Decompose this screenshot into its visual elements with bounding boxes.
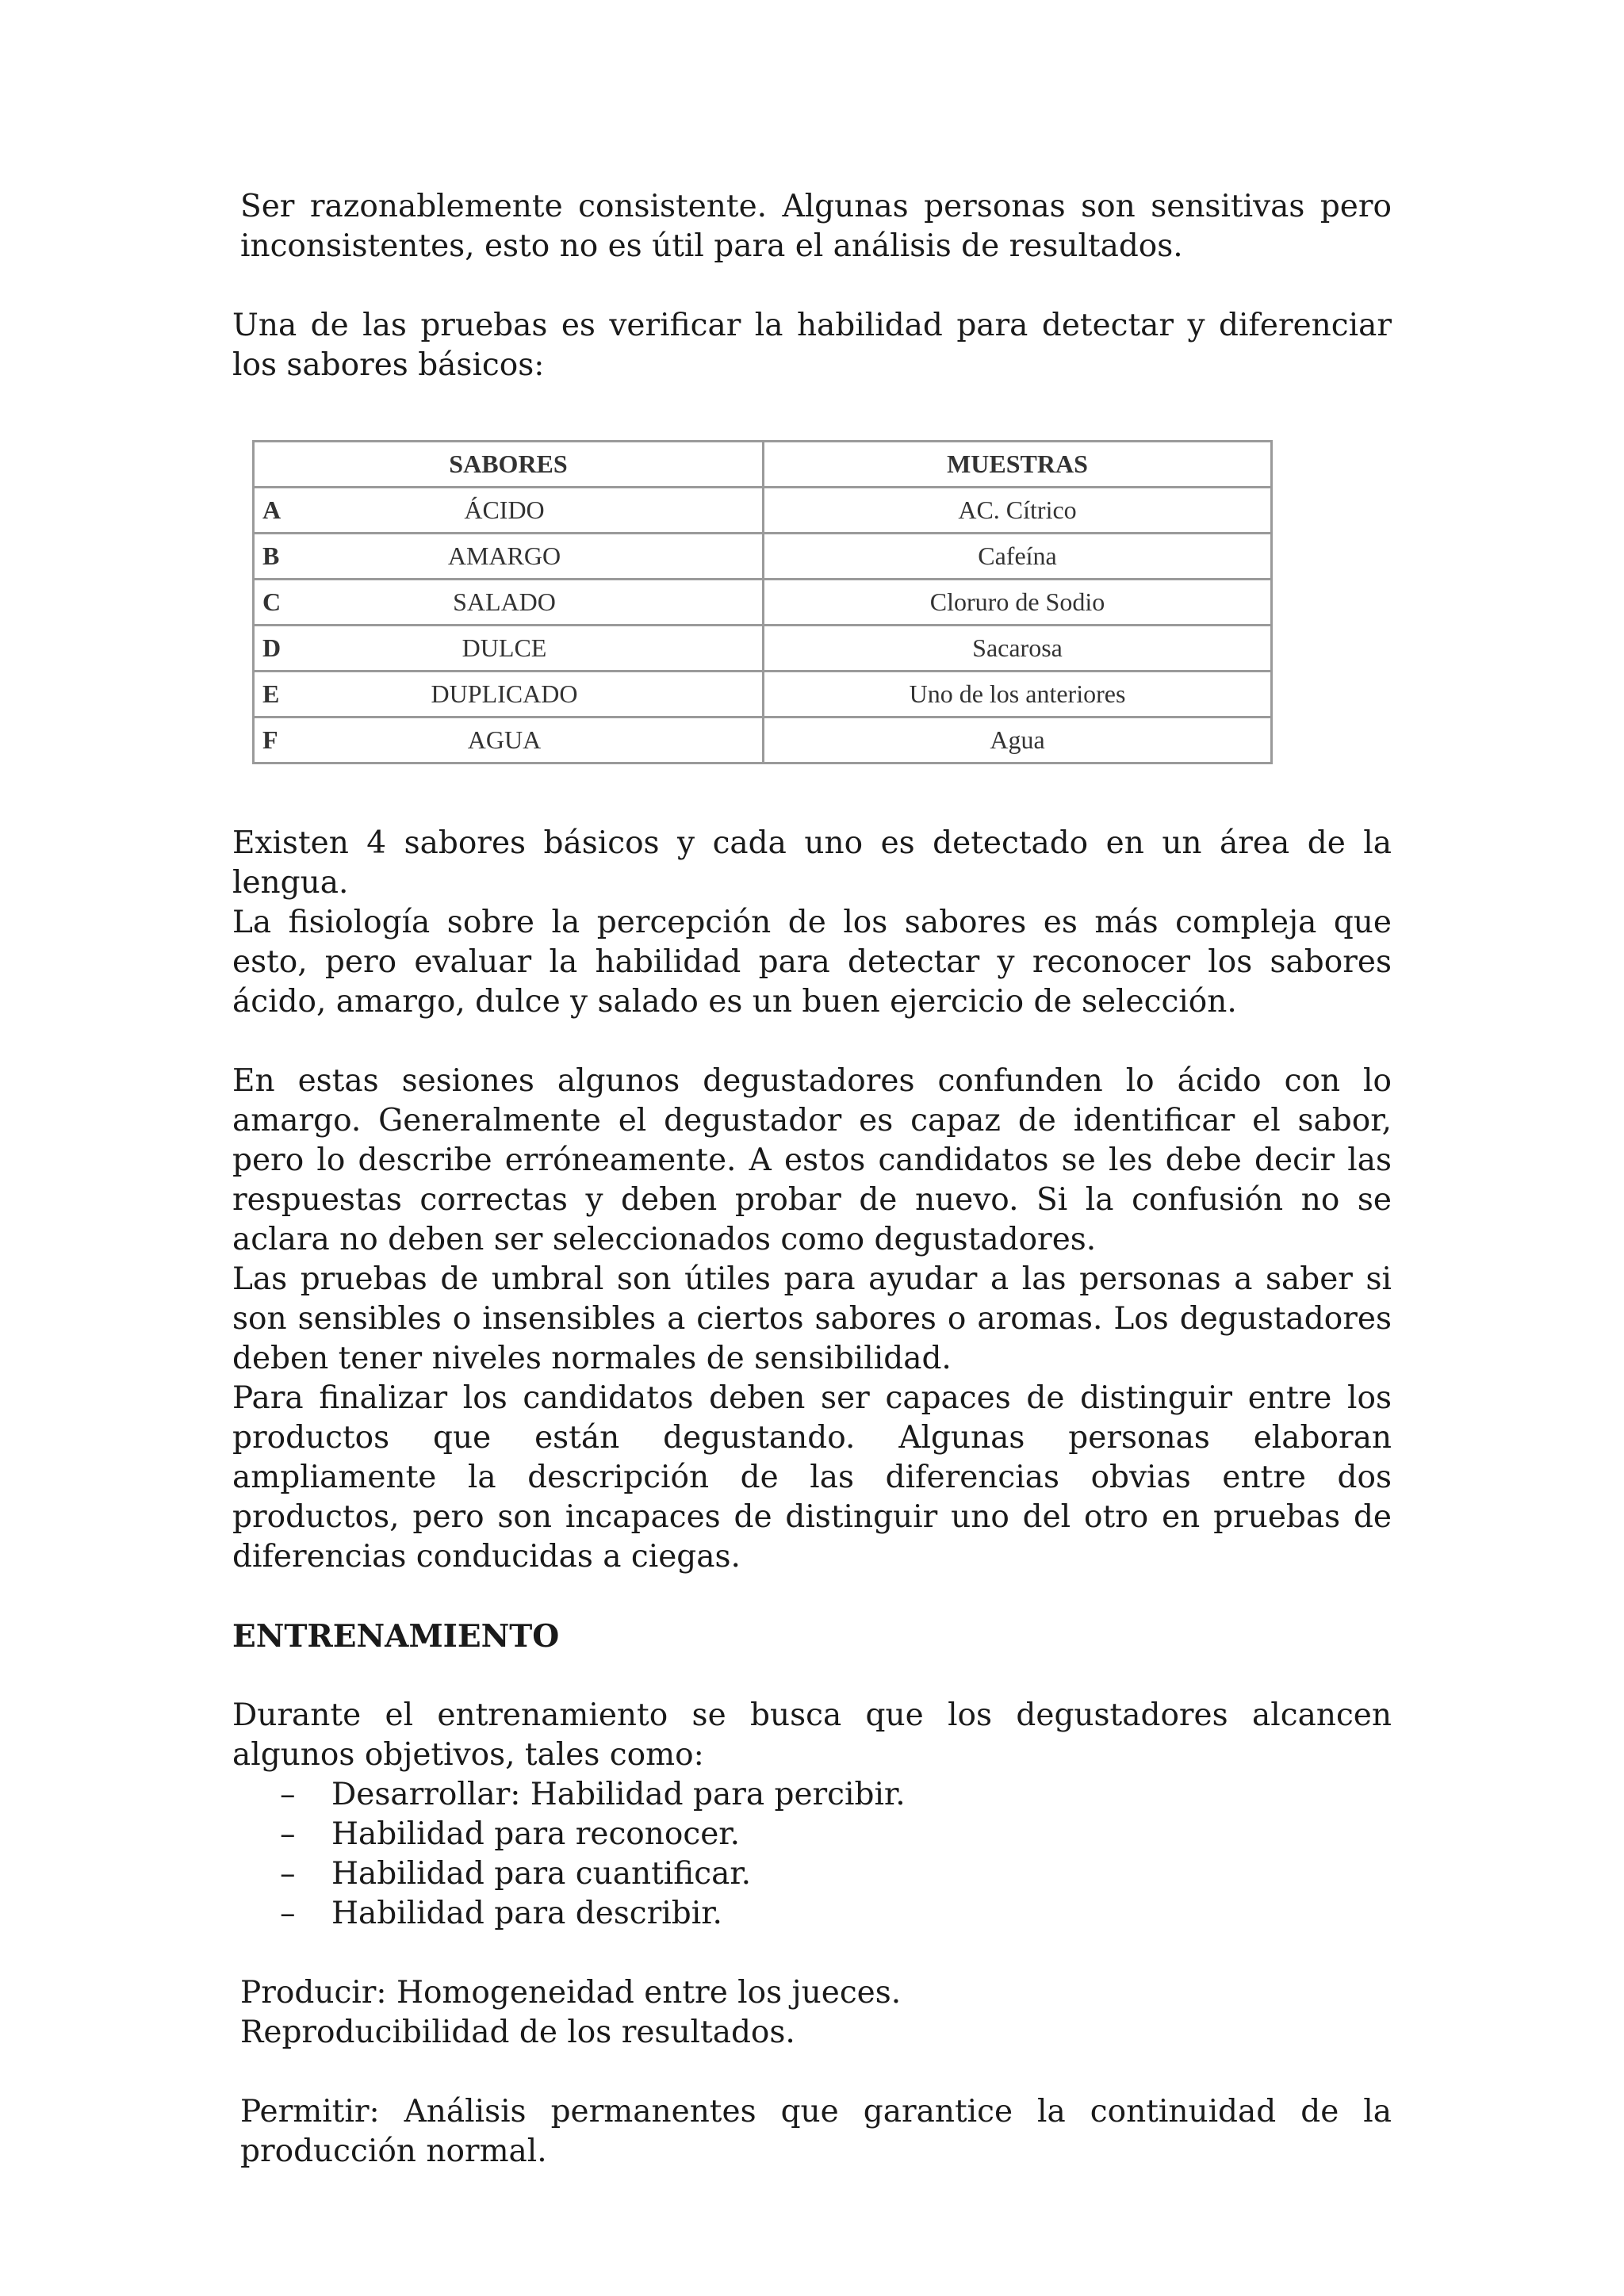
header-sabores: SABORES xyxy=(254,442,764,488)
table-row xyxy=(254,718,1272,763)
list-item: – Desarrollar: Habilidad para percibir. xyxy=(280,1775,1392,1815)
tastes-table xyxy=(252,440,1273,764)
row-muestra: AC. Cítrico xyxy=(764,488,1272,534)
paragraph-training: Durante el entrenamiento se busca que los degustadores alcancen algunos objetivos, tales como: xyxy=(232,1697,1392,1773)
tastes-table-wrapper xyxy=(252,440,1273,764)
row-sabor: ÁCIDO xyxy=(464,496,545,524)
row-letter: A xyxy=(262,496,282,524)
dash-bullet: – xyxy=(280,1896,296,1931)
row-muestra: Cafeína xyxy=(764,534,1272,580)
table-row xyxy=(254,580,1272,626)
row-letter: E xyxy=(262,679,280,708)
table-row xyxy=(254,488,1272,534)
row-muestra: Uno de los anteriores xyxy=(764,672,1272,718)
row-muestra: Sacarosa xyxy=(764,626,1272,672)
table-header-row xyxy=(254,442,1272,488)
table-row xyxy=(254,672,1272,718)
row-sabor: SALADO xyxy=(453,587,556,616)
row-letter: B xyxy=(262,541,280,570)
paragraph-finalize: Para finalizar los candidatos deben ser capaces de distinguir entre los productos que están degustando. Algunas personas elaboran ampliamente la descripción de las diferencias obvias entre dos productos, pero son incapaces de distinguir uno del otro en pruebas de diferencias conducidas a ciegas. xyxy=(232,1380,1392,1575)
row-muestra: Agua xyxy=(764,718,1272,763)
row-letter: D xyxy=(262,633,282,662)
row-sabor: DUPLICADO xyxy=(431,679,578,708)
list-item: – Habilidad para reconocer. xyxy=(280,1815,1392,1854)
table-row xyxy=(254,626,1272,672)
paragraph-produce: Producir: Homogeneidad entre los jueces. xyxy=(240,1975,902,2011)
paragraph-sessions: En estas sesiones algunos degustadores confunden lo ácido con lo amargo. Generalmente el degustador es capaz de identificar el sabor, pero lo describe erróneamente. A estos candidatos se les debe decir las respuestas correctas y deben probar de nuevo. Si la confusión no se aclara no deben ser seleccionados como degustadores. xyxy=(232,1063,1392,1257)
objectives-list xyxy=(232,1775,1392,1934)
row-muestra: Cloruro de Sodio xyxy=(764,580,1272,626)
row-letter: F xyxy=(262,725,278,754)
row-sabor: DULCE xyxy=(462,633,547,662)
paragraph-threshold: Las pruebas de umbral son útiles para ayudar a las personas a saber si son sensibles o insensibles a ciertos sabores o aromas. Los degustadores deben tener niveles normales de sensibilidad. xyxy=(232,1261,1392,1376)
dash-bullet: – xyxy=(280,1777,296,1812)
paragraph-basic-tastes: Existen 4 sabores básicos y cada uno es detectado en un área de la lengua. xyxy=(232,825,1392,901)
paragraph-reproducibility: Reproducibilidad de los resultados. xyxy=(240,2015,795,2050)
header-muestras: MUESTRAS xyxy=(764,442,1272,488)
list-item: – Habilidad para cuantificar. xyxy=(280,1854,1392,1894)
paragraph-tests-intro: Una de las pruebas es verificar la habilidad para detectar y diferenciar los sabores básicos: xyxy=(232,308,1392,383)
row-sabor: AMARGO xyxy=(447,541,561,570)
dash-bullet: – xyxy=(280,1856,296,1892)
row-sabor: AGUA xyxy=(467,725,542,754)
list-item: – Habilidad para describir. xyxy=(280,1894,1392,1934)
section-heading: ENTRENAMIENTO xyxy=(232,1618,560,1655)
table-row xyxy=(254,534,1272,580)
dash-bullet: – xyxy=(280,1816,296,1852)
paragraph-allow: Permitir: Análisis permanentes que garantice la continuidad de la producción normal. xyxy=(240,2094,1392,2169)
paragraph-consistency: Ser razonablemente consistente. Algunas personas son sensitivas pero inconsistentes, esto no es útil para el análisis de resultados. xyxy=(240,189,1392,264)
row-letter: C xyxy=(262,587,282,616)
paragraph-physiology: La fisiología sobre la percepción de los sabores es más compleja que esto, pero evaluar la habilidad para detectar y reconocer los sabores ácido, amargo, dulce y salado es un buen ejercicio de selección. xyxy=(232,905,1392,1020)
